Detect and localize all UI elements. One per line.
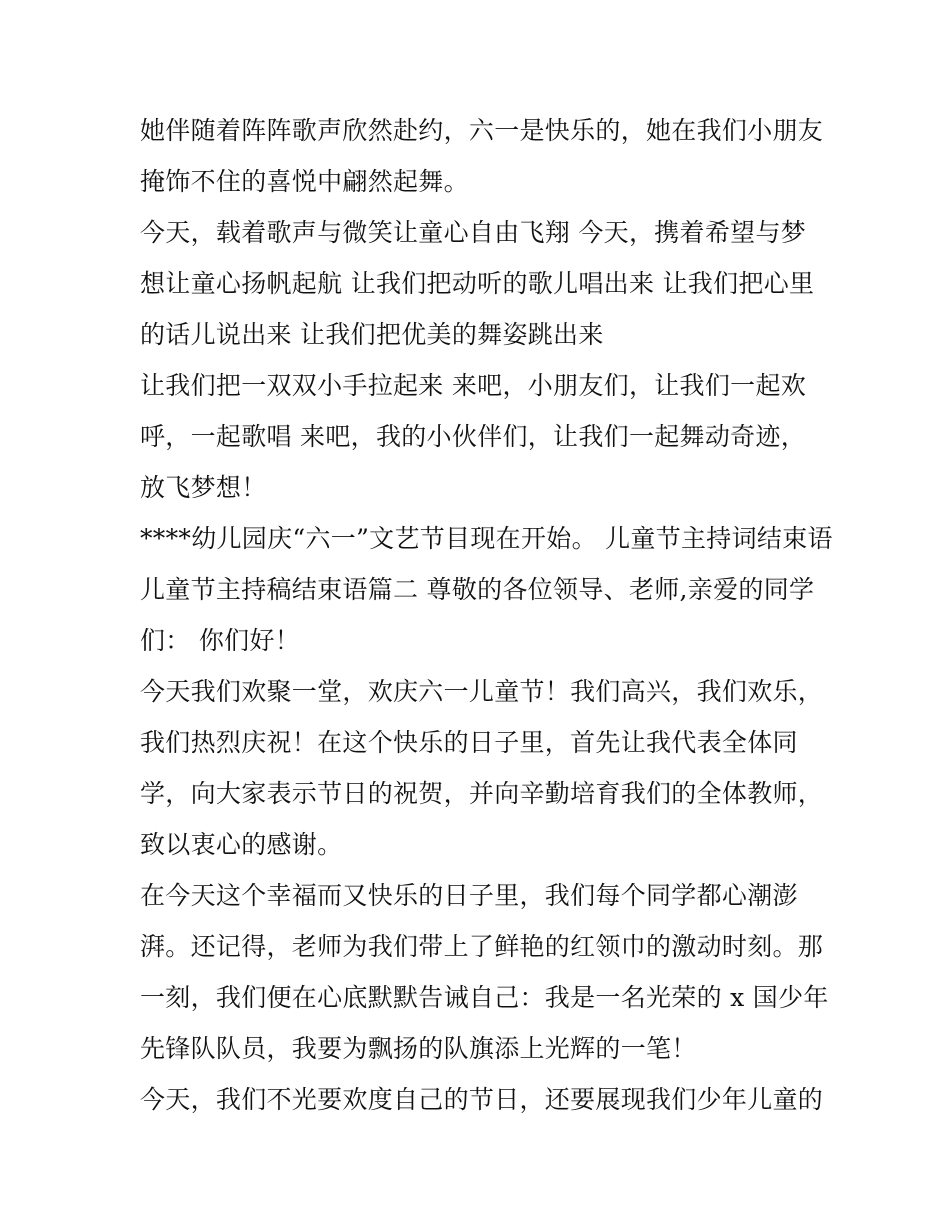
- text-line: 掩饰不住的喜悦中翩然起舞。: [140, 167, 469, 196]
- text-line: 今天我们欢聚一堂，欢庆六一儿童节！我们高兴，我们欢乐，: [140, 677, 824, 706]
- text-line: 今天，我们不光要欢度自己的节日，还要展现我们少年儿童的: [140, 1085, 824, 1114]
- text-line: ****幼儿园庆“六一”文艺节目现在开始。 儿童节主持词结束语: [140, 524, 833, 553]
- text-line: 们： 你们好！: [140, 626, 301, 655]
- text-line: 我们热烈庆祝！在这个快乐的日子里，首先让我代表全体同: [140, 728, 798, 757]
- text-line: 她伴随着阵阵歌声欣然赴约，六一是快乐的，她在我们小朋友: [140, 116, 824, 145]
- text-line: 今天，载着歌声与微笑让童心自由飞翔 今天，携着希望与梦: [140, 218, 807, 247]
- text-line: 在今天这个幸福而又快乐的日子里，我们每个同学都心潮澎: [140, 881, 798, 910]
- text-line: 放飞梦想！: [140, 473, 267, 502]
- text-line: 呼，一起歌唱 来吧，我的小伙伴们，让我们一起舞动奇迹，: [140, 422, 807, 451]
- text-line: 让我们把一双双小手拉起来 来吧，小朋友们，让我们一起欢: [140, 371, 807, 400]
- text-line: 学，向大家表示节日的祝贺，并向辛勤培育我们的全体教师，: [140, 779, 824, 808]
- text-line: 的话儿说出来 让我们把优美的舞姿跳出来: [140, 320, 604, 349]
- text-line: 致以衷心的感谢。: [140, 830, 343, 859]
- text-line: 先锋队队员，我要为飘扬的队旗添上光辉的一笔！: [140, 1034, 697, 1063]
- text-line: 湃。还记得，老师为我们带上了鲜艳的红领巾的激动时刻。那: [140, 932, 824, 961]
- text-line: 儿童节主持稿结束语篇二 尊敬的各位领导、老师,亲爱的同学: [140, 575, 815, 604]
- text-line: 想让童心扬帆起航 让我们把动听的歌儿唱出来 让我们把心里: [140, 269, 815, 298]
- text-line: 一刻，我们便在心底默默告诫自己：我是一名光荣的 x 国少年: [140, 983, 829, 1012]
